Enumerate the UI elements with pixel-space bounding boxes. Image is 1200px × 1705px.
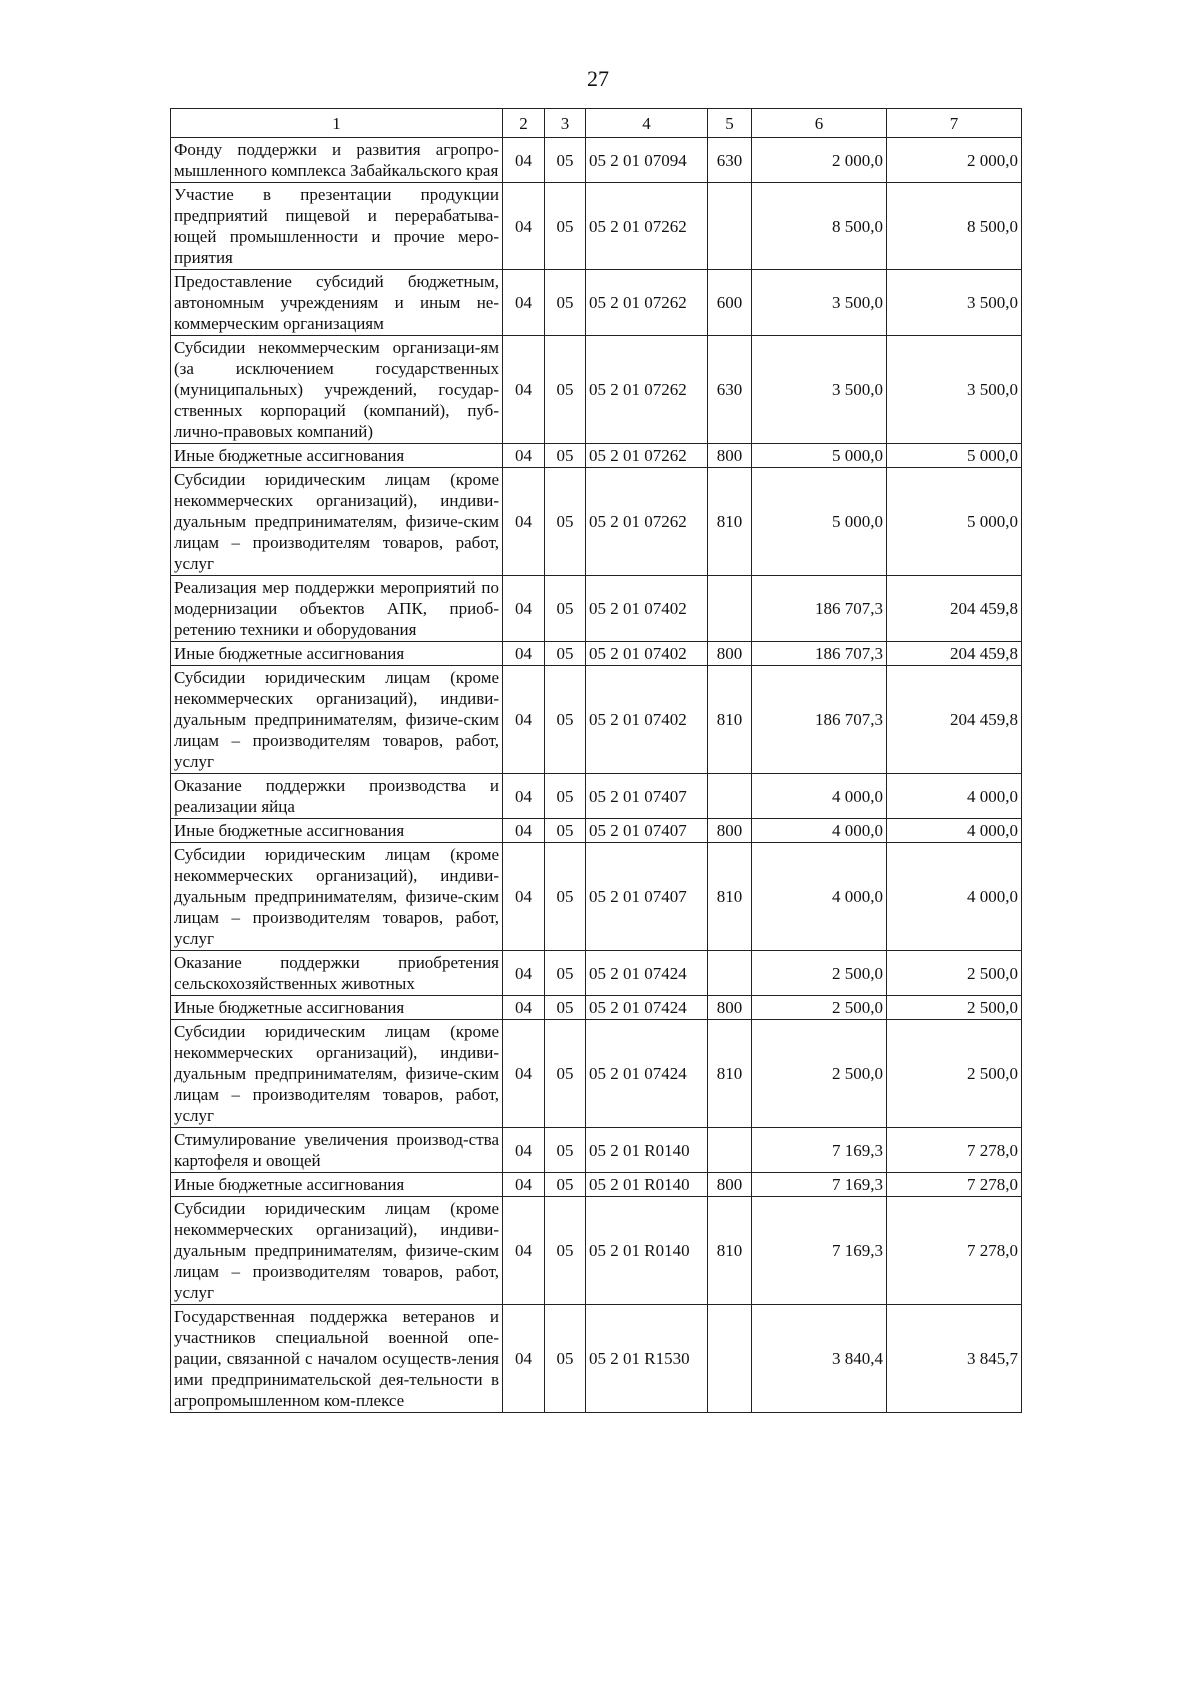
amount-year-1: 3 840,4 [752,1305,887,1413]
row-description: Субсидии юридическим лицам (кроме некоммерческих организаций), индиви-дуальным предпринимателям, физиче-ским лицам – производителям товаров, работ, услуг [171,1197,503,1305]
table-row [171,774,1022,819]
table-header-row [171,109,1022,138]
amount-year-1: 2 000,0 [752,138,887,183]
section-code: 04 [503,336,545,444]
budget-table [170,108,1022,1413]
target-article-code: 05 2 01 07407 [586,819,708,843]
amount-year-2: 3 500,0 [887,270,1022,336]
target-article-code: 05 2 01 07424 [586,996,708,1020]
section-code: 04 [503,468,545,576]
target-article-code: 05 2 01 07262 [586,183,708,270]
table-row [171,843,1022,951]
amount-year-1: 4 000,0 [752,843,887,951]
row-description: Стимулирование увеличения производ-ства картофеля и овощей [171,1128,503,1173]
row-description: Участие в презентации продукции предприятий пищевой и перерабатыва-ющей промышленности и прочие меро-приятия [171,183,503,270]
amount-year-2: 2 500,0 [887,951,1022,996]
page-number: 27 [587,66,609,91]
amount-year-1: 8 500,0 [752,183,887,270]
subsection-code: 05 [545,1305,586,1413]
table-row [171,270,1022,336]
row-description: Оказание поддержки производства и реализации яйца [171,774,503,819]
expense-type-code: 630 [708,336,752,444]
amount-year-2: 5 000,0 [887,468,1022,576]
subsection-code: 05 [545,183,586,270]
header-cell: 5 [708,109,752,138]
subsection-code: 05 [545,996,586,1020]
subsection-code: 05 [545,642,586,666]
table-row [171,468,1022,576]
table-row [171,1020,1022,1128]
expense-type-code: 810 [708,468,752,576]
section-code: 04 [503,996,545,1020]
target-article-code: 05 2 01 07402 [586,642,708,666]
target-article-code: 05 2 01 R0140 [586,1128,708,1173]
expense-type-code [708,1305,752,1413]
target-article-code: 05 2 01 R1530 [586,1305,708,1413]
target-article-code: 05 2 01 07424 [586,1020,708,1128]
row-description: Субсидии юридическим лицам (кроме некоммерческих организаций), индиви-дуальным предпринимателям, физиче-ским лицам – производителям товаров, работ, услуг [171,666,503,774]
expense-type-code: 810 [708,1020,752,1128]
subsection-code: 05 [545,819,586,843]
subsection-code: 05 [545,843,586,951]
row-description: Иные бюджетные ассигнования [171,642,503,666]
target-article-code: 05 2 01 R0140 [586,1173,708,1197]
row-description: Субсидии юридическим лицам (кроме некоммерческих организаций), индиви-дуальным предпринимателям, физиче-ским лицам – производителям товаров, работ, услуг [171,468,503,576]
expense-type-code [708,774,752,819]
subsection-code: 05 [545,1197,586,1305]
amount-year-2: 2 500,0 [887,996,1022,1020]
amount-year-1: 7 169,3 [752,1128,887,1173]
row-description: Иные бюджетные ассигнования [171,1173,503,1197]
expense-type-code [708,951,752,996]
table-row [171,138,1022,183]
expense-type-code [708,1128,752,1173]
section-code: 04 [503,819,545,843]
row-description: Оказание поддержки приобретения сельскохозяйственных животных [171,951,503,996]
row-description: Субсидии некоммерческим организаци-ям (за исключением государственных (муниципальных) учреждений, государ-ственных корпораций (компаний), пуб-лично-правовых компаний) [171,336,503,444]
expense-type-code [708,183,752,270]
amount-year-2: 3 500,0 [887,336,1022,444]
section-code: 04 [503,183,545,270]
row-description: Иные бюджетные ассигнования [171,444,503,468]
expense-type-code: 800 [708,819,752,843]
target-article-code: 05 2 01 07262 [586,270,708,336]
amount-year-1: 4 000,0 [752,774,887,819]
amount-year-1: 7 169,3 [752,1173,887,1197]
amount-year-1: 186 707,3 [752,642,887,666]
amount-year-2: 7 278,0 [887,1128,1022,1173]
section-code: 04 [503,1020,545,1128]
amount-year-2: 204 459,8 [887,576,1022,642]
subsection-code: 05 [545,468,586,576]
amount-year-2: 2 500,0 [887,1020,1022,1128]
subsection-code: 05 [545,1128,586,1173]
section-code: 04 [503,270,545,336]
table-row [171,183,1022,270]
target-article-code: 05 2 01 07402 [586,576,708,642]
table-row [171,642,1022,666]
section-code: 04 [503,1305,545,1413]
section-code: 04 [503,951,545,996]
amount-year-1: 186 707,3 [752,666,887,774]
row-description: Государственная поддержка ветеранов и участников специальной военной опе-рации, связанной с началом осуществ-ления ими предпринимательской дея-тельности в агропромышленном ком-плексе [171,1305,503,1413]
header-cell: 7 [887,109,1022,138]
amount-year-2: 7 278,0 [887,1173,1022,1197]
amount-year-1: 2 500,0 [752,951,887,996]
amount-year-1: 7 169,3 [752,1197,887,1305]
amount-year-1: 2 500,0 [752,996,887,1020]
target-article-code: 05 2 01 R0140 [586,1197,708,1305]
subsection-code: 05 [545,138,586,183]
row-description: Иные бюджетные ассигнования [171,819,503,843]
row-description: Фонду поддержки и развития агропро-мышленного комплекса Забайкальского края [171,138,503,183]
section-code: 04 [503,1197,545,1305]
amount-year-1: 3 500,0 [752,270,887,336]
row-description: Иные бюджетные ассигнования [171,996,503,1020]
amount-year-2: 5 000,0 [887,444,1022,468]
table-row [171,336,1022,444]
subsection-code: 05 [545,576,586,642]
table-row [171,666,1022,774]
amount-year-2: 2 000,0 [887,138,1022,183]
amount-year-2: 3 845,7 [887,1305,1022,1413]
expense-type-code: 600 [708,270,752,336]
subsection-code: 05 [545,951,586,996]
section-code: 04 [503,843,545,951]
target-article-code: 05 2 01 07424 [586,951,708,996]
target-article-code: 05 2 01 07407 [586,774,708,819]
section-code: 04 [503,774,545,819]
amount-year-1: 5 000,0 [752,468,887,576]
table-row [171,819,1022,843]
target-article-code: 05 2 01 07094 [586,138,708,183]
subsection-code: 05 [545,444,586,468]
table-row [171,1173,1022,1197]
amount-year-1: 5 000,0 [752,444,887,468]
section-code: 04 [503,444,545,468]
amount-year-1: 2 500,0 [752,1020,887,1128]
amount-year-2: 204 459,8 [887,642,1022,666]
target-article-code: 05 2 01 07407 [586,843,708,951]
amount-year-2: 204 459,8 [887,666,1022,774]
amount-year-2: 7 278,0 [887,1197,1022,1305]
amount-year-2: 4 000,0 [887,774,1022,819]
expense-type-code: 630 [708,138,752,183]
subsection-code: 05 [545,1173,586,1197]
expense-type-code [708,576,752,642]
amount-year-1: 4 000,0 [752,819,887,843]
target-article-code: 05 2 01 07402 [586,666,708,774]
header-cell: 6 [752,109,887,138]
table-row [171,996,1022,1020]
subsection-code: 05 [545,270,586,336]
table-row [171,1305,1022,1413]
expense-type-code: 800 [708,1173,752,1197]
expense-type-code: 810 [708,843,752,951]
row-description: Субсидии юридическим лицам (кроме некоммерческих организаций), индиви-дуальным предпринимателям, физиче-ским лицам – производителям товаров, работ, услуг [171,1020,503,1128]
row-description: Реализация мер поддержки мероприятий по модернизации объектов АПК, приоб-ретению техники и оборудования [171,576,503,642]
expense-type-code: 810 [708,1197,752,1305]
amount-year-1: 3 500,0 [752,336,887,444]
header-cell: 2 [503,109,545,138]
amount-year-2: 4 000,0 [887,843,1022,951]
target-article-code: 05 2 01 07262 [586,336,708,444]
section-code: 04 [503,576,545,642]
table-row [171,1197,1022,1305]
amount-year-2: 8 500,0 [887,183,1022,270]
table-row [171,576,1022,642]
expense-type-code: 810 [708,666,752,774]
header-cell: 3 [545,109,586,138]
section-code: 04 [503,1128,545,1173]
expense-type-code: 800 [708,642,752,666]
header-cell: 4 [586,109,708,138]
table-row [171,444,1022,468]
header-cell: 1 [171,109,503,138]
target-article-code: 05 2 01 07262 [586,444,708,468]
subsection-code: 05 [545,666,586,774]
expense-type-code: 800 [708,996,752,1020]
amount-year-2: 4 000,0 [887,819,1022,843]
table-row [171,951,1022,996]
section-code: 04 [503,666,545,774]
subsection-code: 05 [545,336,586,444]
section-code: 04 [503,1173,545,1197]
amount-year-1: 186 707,3 [752,576,887,642]
table-row [171,1128,1022,1173]
row-description: Субсидии юридическим лицам (кроме некоммерческих организаций), индиви-дуальным предпринимателям, физиче-ским лицам – производителям товаров, работ, услуг [171,843,503,951]
row-description: Предоставление субсидий бюджетным, автономным учреждениям и иным не-коммерческим организациям [171,270,503,336]
section-code: 04 [503,138,545,183]
expense-type-code: 800 [708,444,752,468]
target-article-code: 05 2 01 07262 [586,468,708,576]
section-code: 04 [503,642,545,666]
subsection-code: 05 [545,774,586,819]
subsection-code: 05 [545,1020,586,1128]
